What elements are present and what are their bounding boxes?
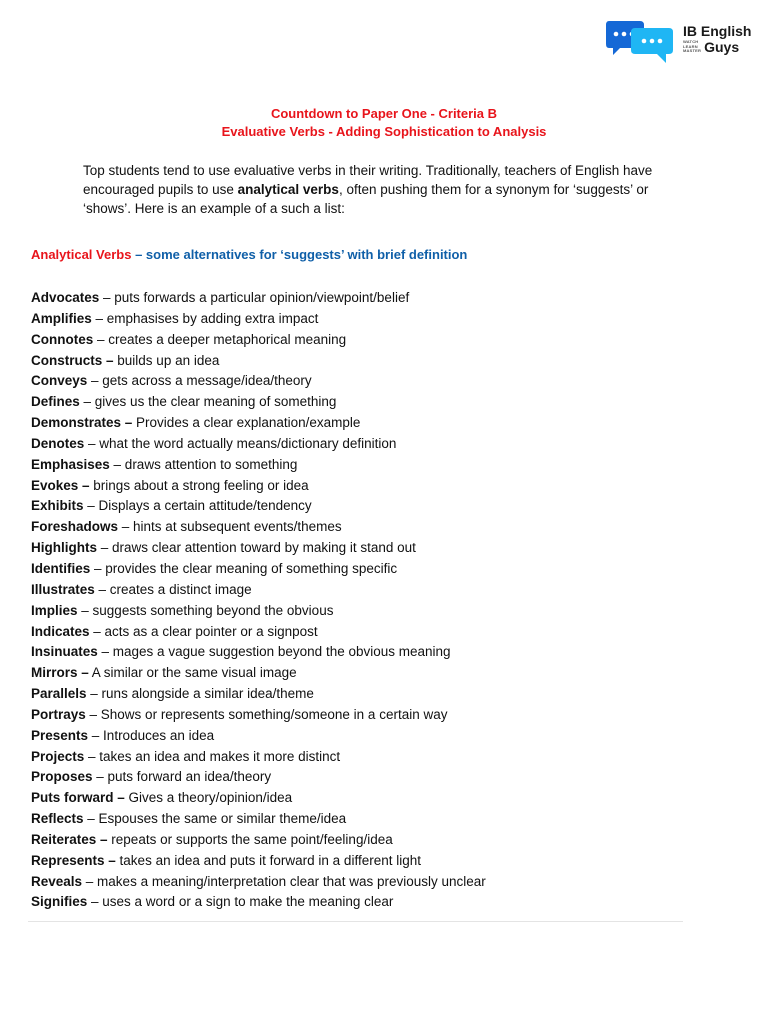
verb-item [31,684,486,705]
logo-tagline-master: MASTER [683,48,702,54]
verb-term: Insinuates [31,644,98,660]
verb-term: Exhibits [31,498,84,514]
intro-bold-term: analytical verbs [237,182,339,197]
verb-item [31,809,486,830]
verb-list [31,288,486,913]
verb-definition: Provides a clear explanation/example [132,415,361,431]
verb-term: Demonstrates – [31,415,133,431]
verb-item [31,288,486,309]
verb-definition: – emphasises by adding extra impact [91,310,319,326]
verb-item [31,767,486,788]
verb-term: Emphasises [31,456,110,472]
verb-term: Identifies [31,560,91,576]
verb-term: Constructs – [31,352,114,368]
verb-definition: – puts forwards a particular opinion/viewpoint/belief [99,290,410,305]
section-heading-label: Analytical Verbs [31,247,132,262]
verb-item [31,663,486,684]
verb-definition: – mages a vague suggestion beyond the obvious meaning [97,644,451,660]
verb-item [31,309,486,330]
verb-item [31,392,486,413]
verb-definition: – gives us the clear meaning of something [79,394,337,410]
verb-item [31,892,486,913]
verb-item [31,580,486,601]
logo-tagline-watch: WATCH [683,39,699,44]
verb-term: Connotes [31,331,94,347]
verb-definition: – hints at subsequent events/themes [118,519,342,535]
verb-definition: – Displays a certain attitude/tendency [83,498,312,514]
verb-item [31,559,486,580]
verb-definition: – suggests something beyond the obvious [77,602,334,618]
verb-definition: – what the word actually means/dictionary definition [84,435,397,451]
verb-definition: – puts forward an idea/theory [92,769,272,785]
verb-item [31,476,486,497]
verb-term: Presents [31,727,89,743]
chat-bubbles-icon [606,18,678,68]
logo-tagline-learn: LEARN [683,43,698,49]
verb-term: Foreshadows [31,519,119,535]
verb-item [31,538,486,559]
verb-item [31,851,486,872]
verb-item [31,872,486,893]
verb-item [31,351,486,372]
document-subtitle: Evaluative Verbs - Adding Sophistication to Analysis [221,124,547,139]
verb-definition: – runs alongside a similar idea/theme [86,686,314,702]
verb-definition: – acts as a clear pointer or a signpost [89,623,318,639]
verb-term: Portrays [31,706,86,722]
verb-definition: – draws clear attention toward by making it stand out [97,540,416,556]
verb-definition: – creates a deeper metaphorical meaning [93,331,347,347]
verb-term: Mirrors – [31,665,89,681]
verb-definition: – provides the clear meaning of something specific [90,560,398,576]
verb-term: Reiterates – [31,831,108,847]
intro-text-before: Top students tend to use evaluative verbs in their writing. Traditionally, teachers of English have encouraged pupils to use [83,163,653,197]
verb-item [31,642,486,663]
verb-definition: – takes an idea and makes it more distinct [84,748,341,764]
footer-divider [28,921,683,922]
verb-item [31,330,486,351]
verb-item [31,413,486,434]
verb-definition: repeats or supports the same point/feeling/idea [107,831,393,847]
verb-definition: Gives a theory/opinion/idea [124,790,293,806]
verb-definition: – makes a meaning/interpretation clear that was previously unclear [82,873,486,889]
verb-definition: – creates a distinct image [94,581,252,597]
verb-term: Proposes [31,769,93,785]
section-heading [31,247,467,262]
verb-term: Signifies [31,894,88,910]
intro-text-after: , often pushing them for a synonym for ‘suggests’ or ‘shows’. Here is an example of a such a list: [83,182,649,216]
verb-definition: – Shows or represents something/someone in a certain way [85,706,448,722]
verb-definition: – draws attention to something [109,456,298,472]
verb-item [31,830,486,851]
verb-item [31,517,486,538]
verb-item [31,747,486,768]
verb-item [31,601,486,622]
logo-title: IB English [683,23,752,39]
verb-term: Illustrates [31,581,95,597]
verb-term: Projects [31,748,85,764]
verb-term: Implies [31,602,78,618]
verb-definition: – Introduces an idea [88,727,215,743]
logo-guys: Guys [704,39,740,55]
verb-definition: brings about a strong feeling or idea [89,477,309,493]
verb-term: Advocates [31,290,100,305]
verb-term: Denotes [31,435,85,451]
verb-definition: – gets across a message/idea/theory [87,373,312,389]
logo-text [683,24,751,54]
verb-term: Represents – [31,852,116,868]
verb-term: Conveys [31,373,88,389]
verb-term: Indicates [31,623,90,639]
verb-term: Reflects [31,811,84,827]
verb-term: Amplifies [31,310,92,326]
verb-term: Puts forward – [31,790,125,806]
verb-item [31,788,486,809]
verb-definition: – uses a word or a sign to make the meaning clear [87,894,394,910]
verb-item [31,726,486,747]
verb-definition: – Espouses the same or similar theme/idea [83,811,347,827]
verb-term: Defines [31,394,80,410]
verb-definition: A similar or the same visual image [88,665,297,681]
verb-term: Parallels [31,686,87,702]
intro-paragraph [83,161,683,218]
verb-term: Evokes – [31,477,90,493]
verb-term: Reveals [31,873,83,889]
section-heading-description: some alternatives for ‘suggests’ with brief definition [145,247,468,262]
verb-term: Highlights [31,540,97,556]
section-heading-dash: – [131,247,146,262]
verb-item [31,371,486,392]
document-title: Countdown to Paper One - Criteria B [270,106,498,121]
verb-item [31,455,486,476]
logo-tagline [683,40,701,54]
verb-item [31,496,486,517]
verb-definition: builds up an idea [113,352,220,368]
verb-item [31,434,486,455]
verb-item [31,705,486,726]
verb-item [31,622,486,643]
ib-english-guys-logo [606,18,756,68]
verb-definition: takes an idea and puts it forward in a different light [115,852,421,868]
